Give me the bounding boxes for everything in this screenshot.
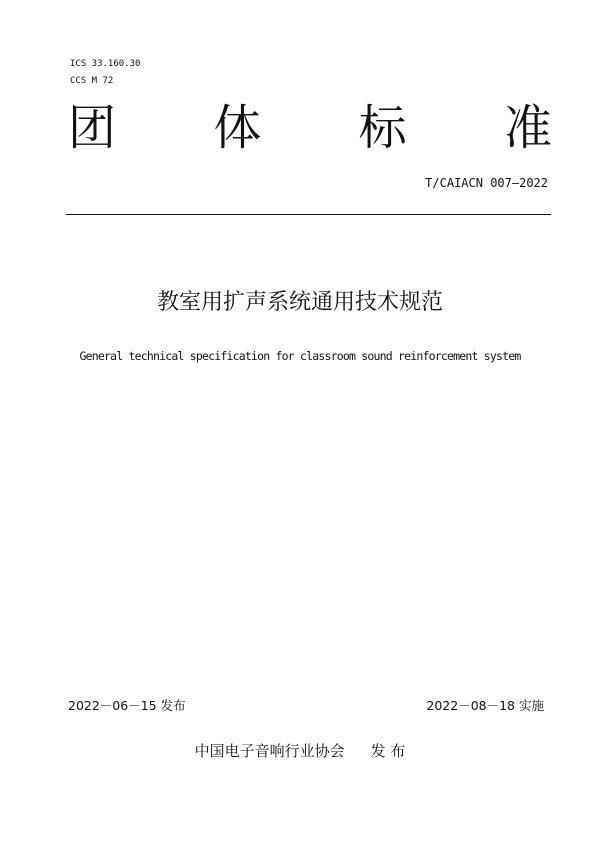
- publish-label: 发 布: [370, 742, 406, 760]
- heading-char: 体: [213, 100, 262, 156]
- heading-char: 标: [358, 100, 407, 156]
- publisher-line: [0, 740, 600, 761]
- heading-char: 团: [68, 100, 117, 156]
- group-standard-heading: [68, 98, 552, 158]
- ccs-code: CCS M 72: [70, 76, 114, 86]
- header-divider: [66, 214, 551, 215]
- ics-code: ICS 33.160.30: [70, 59, 141, 69]
- issue-date: 2022－06－15 发布: [68, 698, 186, 713]
- heading-char: 准: [503, 100, 552, 156]
- publisher-name: 中国电子音响行业协会: [194, 742, 345, 760]
- document-title-en: General technical specification for classroom sound reinforcement system: [79, 349, 521, 363]
- effective-date: 2022－08－18 实施: [426, 698, 544, 713]
- document-title-cn: 教室用扩声系统通用技术规范: [156, 290, 443, 315]
- standard-number: T/CAIACN 007—2022: [425, 176, 548, 190]
